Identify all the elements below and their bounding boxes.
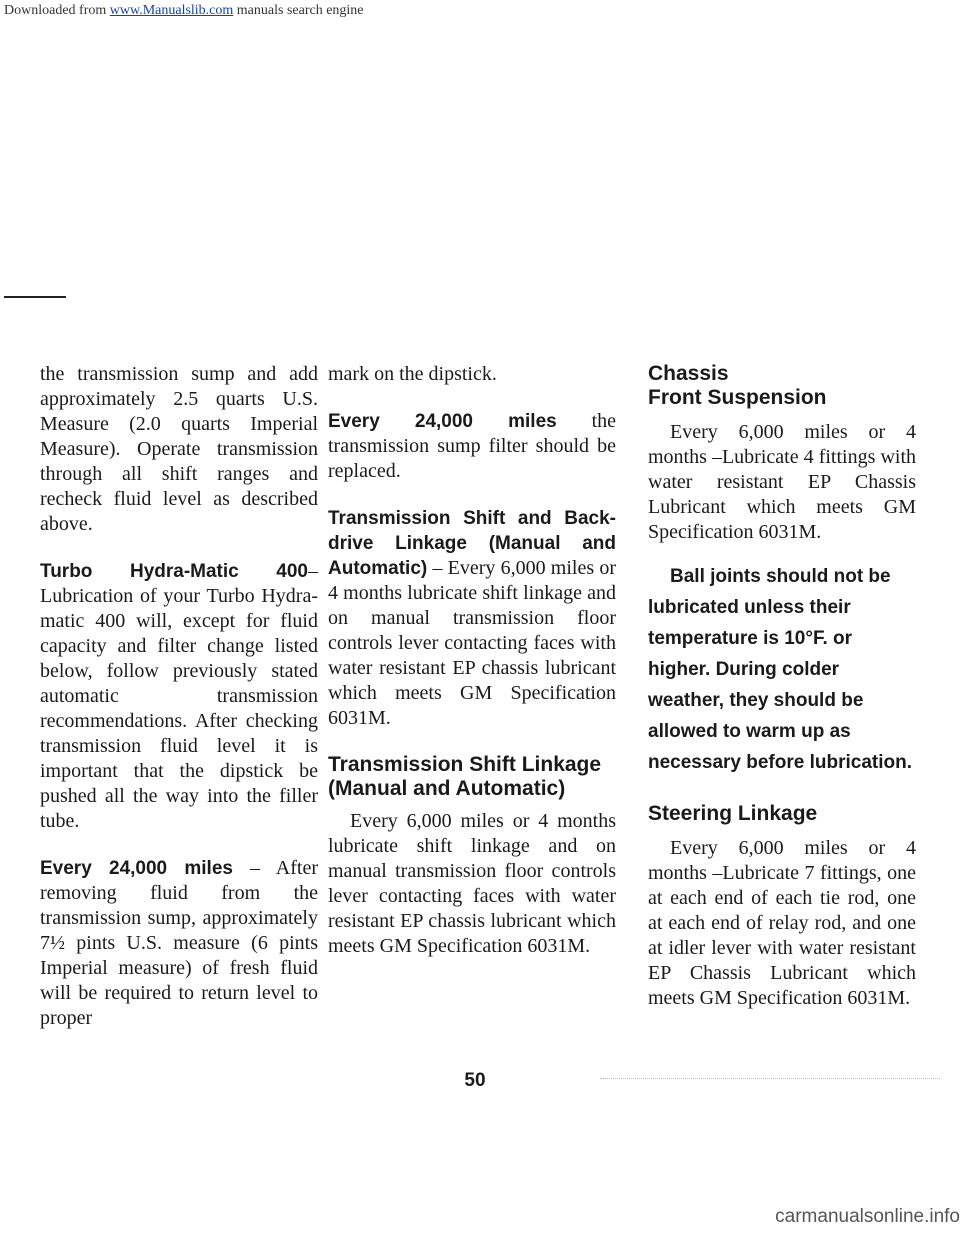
col2-paragraph-2-body: the transmission sump filter should be replaced.: [328, 410, 616, 482]
col2-paragraph-4: Every 6,000 miles or 4 months lubricate shift linkage and on manual transmission floor controls lever contacting faces with water resistant EP chassis lubricant which meets GM Specification 6031M.: [328, 810, 616, 957]
download-banner: [0, 0, 960, 22]
ball-joints-warning: Ball joints should not be lubricated unless their temperature is 10°F. or higher. During colder weather, they should be allowed to warm up as necessary before lubrication.: [648, 566, 912, 773]
col2-paragraph-2: [328, 409, 616, 484]
col2-paragraph-3: [328, 506, 616, 731]
banner-prefix: Downloaded from: [4, 3, 110, 18]
turbo-hydramatic-lead: Turbo Hydra-Matic 400: [40, 561, 308, 582]
col3-paragraph-3: Every 6,000 miles or 4 months –Lubricate 7 fittings, one at each end of each tie rod, one at each end of relay rod, and one at idler lever with water resistant EP Chassis Lubricant which meets GM Specification 6031M.: [648, 837, 916, 1009]
col3-paragraph-1: Every 6,000 miles or 4 months –Lubricate 4 fittings with water resistant EP Chassis Lubricant which meets GM Specification 6031M.: [648, 421, 916, 543]
col2-paragraph-3-body: – Every 6,000 miles or 4 months lubricate shift linkage and on manual transmission floor controls lever contacting faces with water resistant EP chassis lubricant which meets GM Specification 6031M.: [328, 557, 616, 729]
column-1: [40, 362, 318, 1031]
column-3: [648, 362, 916, 1011]
col1-paragraph-3-body: – After removing fluid from the transmission sump, approximately 7½ pints U.S. measure (6 pints Imperial measure) of fresh fluid will be required to return level to proper: [40, 857, 318, 1029]
shift-backdrive-lead: Transmission Shift and Back-drive Linkage (Manual and Automatic): [328, 508, 616, 579]
top-left-rule: [4, 296, 66, 298]
chassis-heading: Chassis: [648, 362, 729, 385]
col1-paragraph-3: [40, 856, 318, 1031]
col2-paragraph-1: mark on the dipstick.: [328, 363, 497, 385]
front-suspension-heading: Front Suspension: [648, 386, 827, 409]
scan-dots: [600, 1078, 940, 1081]
footer-watermark: carmanualsonline.info: [775, 1206, 960, 1227]
every-24000-lead: Every 24,000 miles: [40, 858, 233, 879]
banner-suffix: manuals search engine: [233, 3, 364, 18]
col1-paragraph-2: [40, 559, 318, 834]
shift-linkage-heading: Transmission Shift Linkage (Manual and Automatic): [328, 753, 602, 800]
page-number: 50: [464, 1070, 486, 1091]
col1-paragraph-2-body: –Lubrication of your Turbo Hydra-matic 400 will, except for fluid capacity and filter change listed below, follow previously stated automatic transmission recommendations. After checking transmission fluid level it is important that the dipstick be pushed all the way into the filler tube.: [40, 560, 318, 832]
every-24000-filter-lead: Every 24,000 miles: [328, 411, 557, 432]
col1-paragraph-1: the transmission sump and add approximately 2.5 quarts U.S. Measure (2.0 quarts Imperial Measure). Operate transmission through all shift ranges and recheck fluid level as described above.: [40, 363, 318, 535]
column-2: [328, 362, 616, 959]
steering-linkage-heading: Steering Linkage: [648, 802, 818, 825]
manualslib-link[interactable]: www.Manualslib.com: [109, 3, 234, 18]
